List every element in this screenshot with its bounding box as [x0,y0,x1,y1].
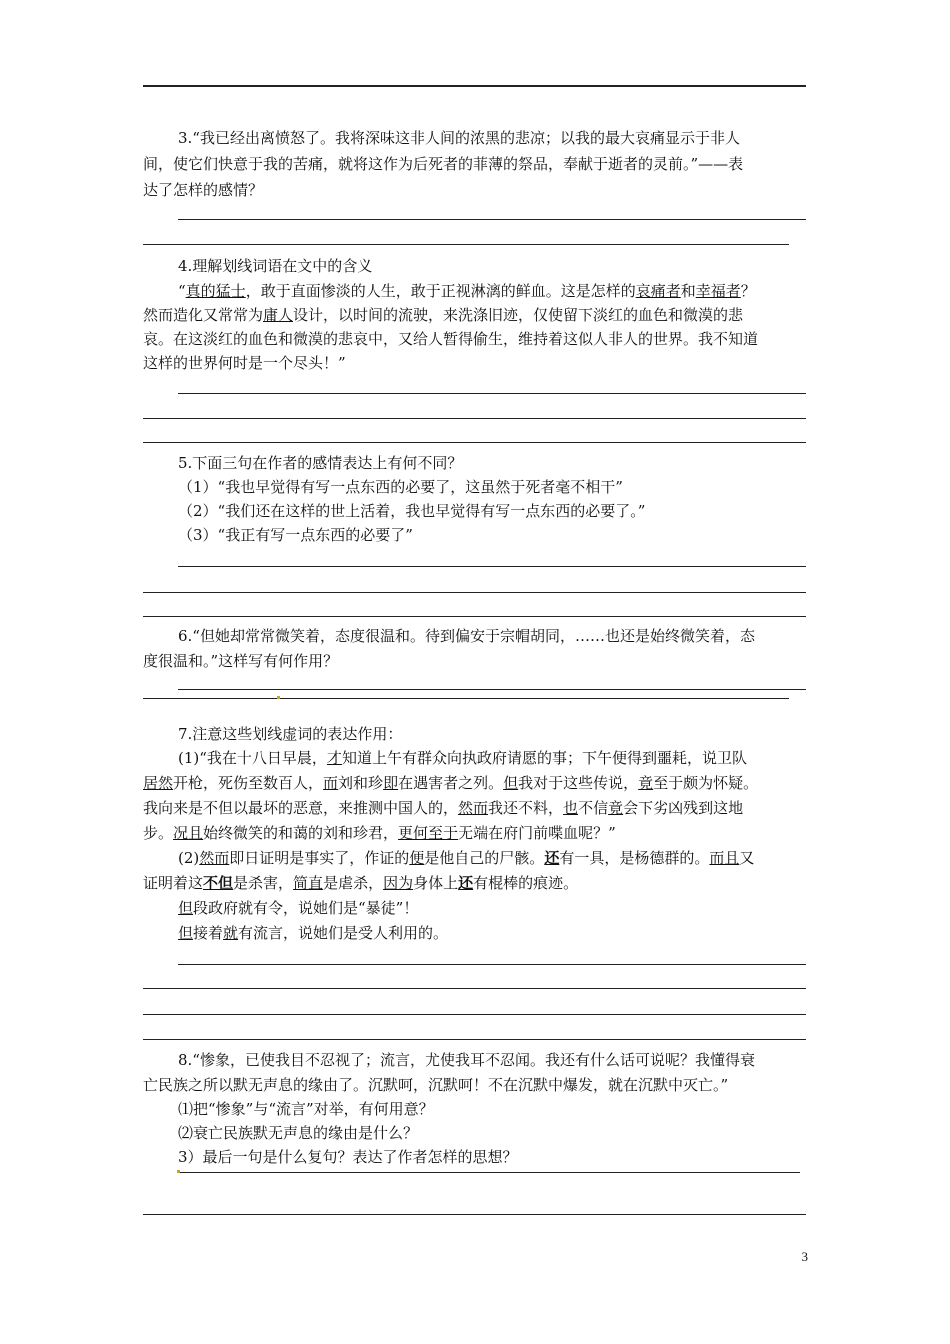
q5-sentence-2: （2）“我们还在这样的世上活着，我也早觉得有写一点东西的必要了。” [178,502,646,520]
underlined-word: 然而 [458,799,489,817]
answer-line [143,418,806,419]
text: 刘和珍 [338,774,384,792]
answer-line [143,1014,806,1015]
q5-title: 5.下面三句在作者的感情表达上有何不同？ [178,454,463,472]
text: 至于颇为怀疑。 [653,774,759,792]
q3-line-2: 间，使它们快意于我的苦痛，就将这作为后死者的菲薄的祭品，奉献于逝者的灵前。”——表 [143,155,744,173]
text: 和 [680,282,696,300]
answer-line [178,1172,800,1173]
q6-line-1: 6.“但她却常常微笑着，态度很温和。待到偏安于宗帽胡同，……也还是始终微笑着，态 [178,627,755,645]
underlined-word: 不但 [203,874,234,892]
text: 知道上午有群众向执政府请愿的事；下午便得到噩耗，说卫队 [341,749,747,767]
underlined-word: 即 [383,774,399,792]
text: 开枪，死伤至数百人， [173,774,324,792]
q8-sub-3: 3）最后一句是什么复句？表达了作者怎样的思想？ [178,1148,518,1166]
text: 无端在府门前喋血呢？” [458,824,616,842]
text: 是虐杀， [323,874,384,892]
answer-line [143,616,806,617]
q7-p3 [178,896,418,920]
answer-line [143,592,806,593]
q8-line-2: 亡民族之所以默无声息的缘由了。沉默呵，沉默呵！不在沉默中爆发，就在沉默中灭亡。” [143,1076,729,1094]
underlined-term: 哀痛者 [635,282,681,300]
stray-mark [177,1170,180,1173]
q3-line-1: 3.“我已经出离愤怒了。我将深味这非人间的浓黑的悲凉；以我的最大哀痛显示于非人 [178,129,740,147]
q7-p1-line-3 [143,796,743,820]
answer-line [143,988,806,989]
q7-p1-line-4 [143,821,616,845]
answer-line [143,244,789,245]
text: 我对于这些传说， [518,774,639,792]
answer-line [178,689,806,690]
underlined-term: 庸人 [263,306,294,324]
text: 接着 [193,924,224,942]
q4-title: 4.理解划线词语在文中的含义 [178,257,373,275]
underlined-word: 还 [544,849,560,867]
q7-p1-line-2 [143,771,758,795]
underlined-word: 但 [503,774,519,792]
q3-line-3: 达了怎样的感情？ [143,181,264,199]
text: 然而造化又常常为 [143,306,264,324]
underlined-word: 便 [409,849,425,867]
text: 我还不料， [488,799,564,817]
q7-p1-line-1 [178,746,747,770]
text: 有一具，是杨德群的。 [559,849,710,867]
text: 是他自己的尸骸。 [424,849,545,867]
q8-line-1: 8.“惨象，已使我目不忍视了；流言，尤使我耳不忍闻。我还有什么话可说呢？我懂得衰 [178,1051,755,1069]
q7-p2-line-1 [178,846,754,870]
q4-line-3: 哀。在这淡红的血色和微漠的悲哀中，又给人暂得偷生，维持着这似人非人的世界。我不知道 [143,330,759,348]
text: 有流言，说她们是受人利用的。 [238,924,449,942]
q5-sentence-3: （3）“我正有写一点东西的必要了” [178,526,413,544]
text: “ [178,282,186,300]
text: 设计，以时间的流驶，来洗涤旧迹，仅使留下淡红的血色和微漠的悲 [293,306,744,324]
text: 身体上 [413,874,459,892]
underlined-word: 竟 [608,799,624,817]
underlined-word: 但 [178,924,194,942]
underlined-term: 幸福者 [695,282,741,300]
underlined-word: 因为 [383,874,414,892]
stray-mark [277,696,280,699]
answer-line [143,698,789,699]
q5-sentence-1: （1）“我也早觉得有写一点东西的必要了，这虽然于死者毫不相干” [178,478,623,496]
page-number: 3 [801,1249,808,1264]
text: 有棍棒的痕迹。 [473,874,579,892]
text: (1)“我在十八日早晨， [178,749,327,767]
answer-line [143,1039,806,1040]
answer-line [143,442,806,443]
answer-line [178,393,806,394]
underlined-word: 然而 [199,849,230,867]
underlined-word: 还 [458,874,474,892]
text: ，敢于直面惨淡的人生，敢于正视淋漓的鲜血。这是怎样的 [245,282,636,300]
underlined-word: 但 [178,899,194,917]
text: (2) [178,849,200,867]
text: 证明着这 [143,874,204,892]
q7-p4 [178,921,448,945]
q6-line-2: 度很温和。”这样写有何作用？ [143,652,339,670]
underlined-word: 竟 [638,774,654,792]
text: 即日证明是事实了，作证的 [229,849,410,867]
underlined-word: 而 [323,774,339,792]
underlined-word: 况且 [173,824,204,842]
underlined-word: 就 [223,924,239,942]
text: 段政府就有令，说她们是“暴徒”！ [193,899,419,917]
answer-line [178,964,806,965]
text: 不信 [578,799,609,817]
text: 步。 [143,824,174,842]
q7-title: 7.注意这些划线虚词的表达作用： [178,725,403,743]
underlined-word: 也 [563,799,579,817]
text: 我向来是不但以最坏的恶意，来推测中国人的， [143,799,459,817]
q4-line-1 [178,279,756,303]
answer-line [143,1214,806,1215]
answer-line [178,566,806,567]
q4-line-4: 这样的世界何时是一个尽头！” [143,354,346,372]
text: 在遇害者之列。 [398,774,504,792]
text: 是杀害， [233,874,294,892]
underlined-word: 简直 [293,874,324,892]
underlined-word: 才 [326,749,342,767]
text: 始终微笑的和蔼的刘和珍君， [203,824,399,842]
text: 又 [739,849,755,867]
text: 会下劣凶残到这地 [623,799,744,817]
q4-line-2 [143,303,743,327]
top-answer-line [143,85,806,87]
answer-line [178,219,806,220]
underlined-word: 而且 [709,849,740,867]
underlined-term: 真的猛士 [185,282,246,300]
q8-sub-2: ⑵衰亡民族默无声息的缘由是什么？ [178,1124,419,1142]
underlined-word: 更何至于 [398,824,459,842]
q7-p2-line-2 [143,871,578,895]
text: ？ [740,282,756,300]
underlined-word: 居然 [143,774,174,792]
q8-sub-1: ⑴把“惨象”与“流言”对举，有何用意？ [178,1100,434,1118]
